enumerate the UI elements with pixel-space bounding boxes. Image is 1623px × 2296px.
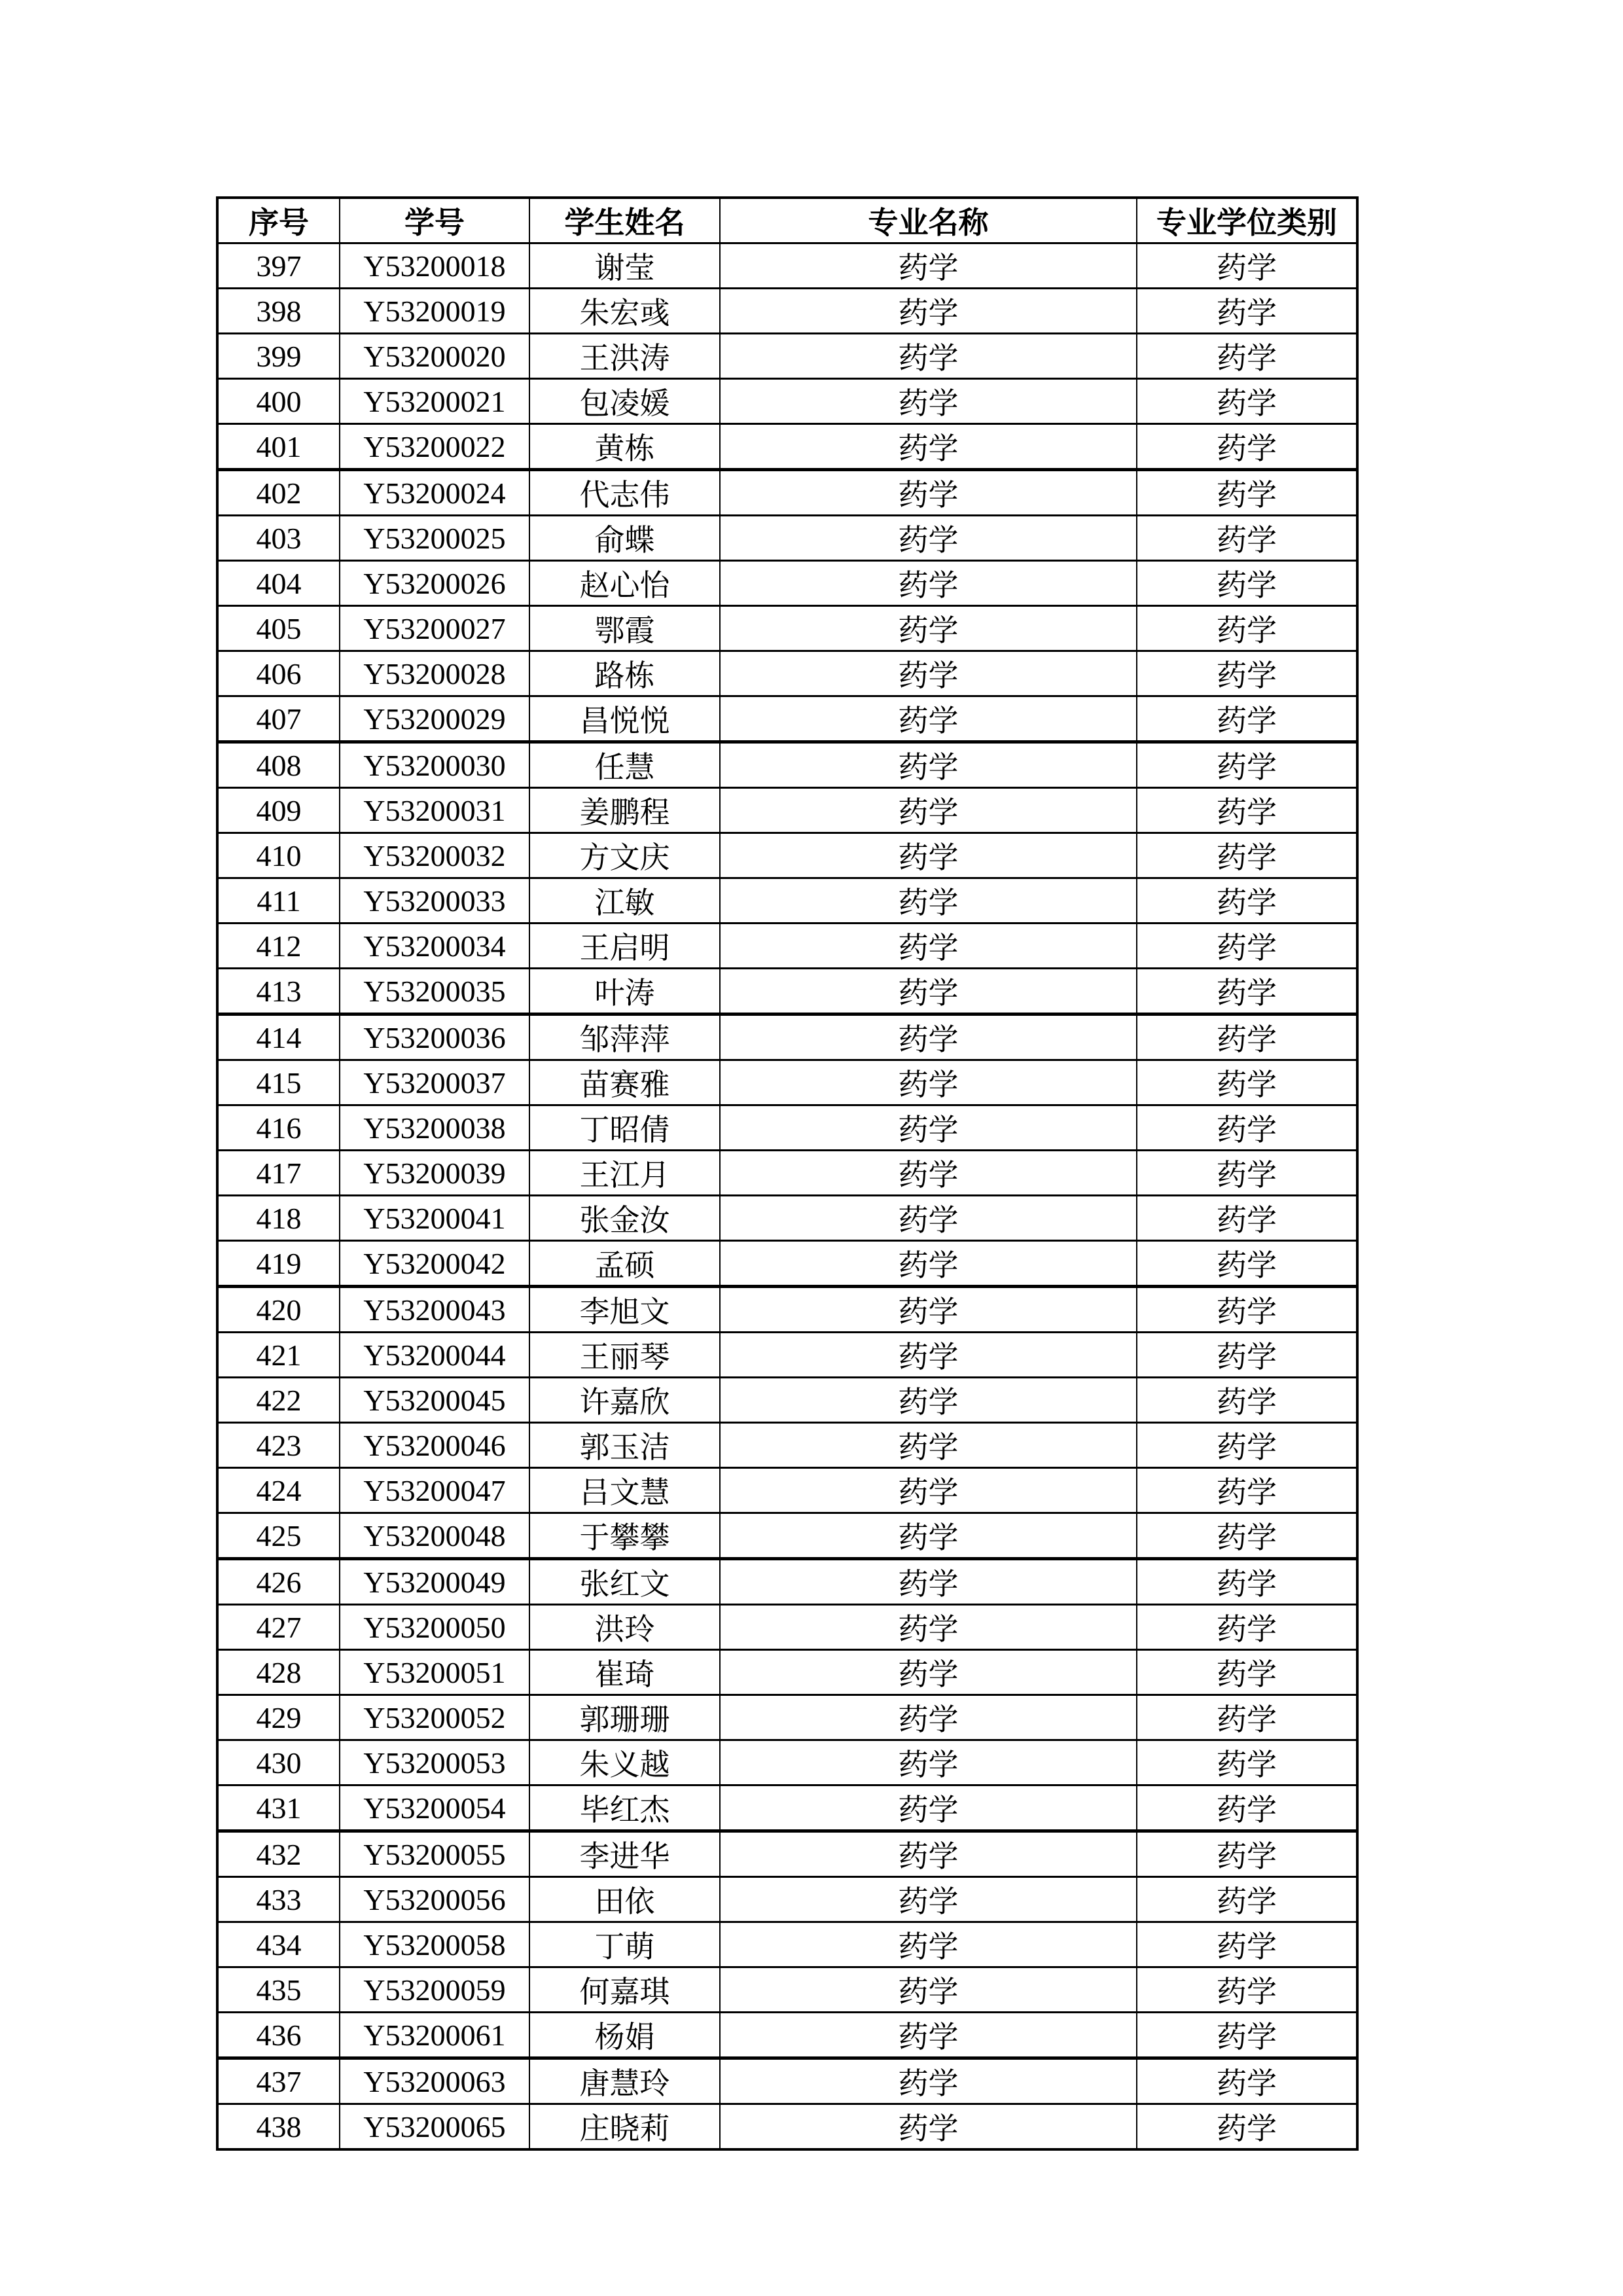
column-header-major: 专业名称 bbox=[720, 198, 1137, 243]
cell-major: 药学 bbox=[720, 969, 1137, 1014]
table-row bbox=[217, 1151, 1357, 1196]
cell-seq: 411 bbox=[217, 878, 340, 924]
cell-name: 赵心怡 bbox=[529, 561, 720, 606]
cell-major: 药学 bbox=[720, 1333, 1137, 1378]
cell-major: 药学 bbox=[720, 1060, 1137, 1105]
table-row bbox=[217, 1287, 1357, 1333]
cell-major: 药学 bbox=[720, 1513, 1137, 1559]
cell-name: 许嘉欣 bbox=[529, 1378, 720, 1423]
cell-category: 药学 bbox=[1137, 878, 1357, 924]
table-row bbox=[217, 833, 1357, 878]
cell-category: 药学 bbox=[1137, 1695, 1357, 1740]
cell-name: 吕文慧 bbox=[529, 1468, 720, 1513]
cell-major: 药学 bbox=[720, 561, 1137, 606]
table-row bbox=[217, 696, 1357, 742]
cell-seq: 402 bbox=[217, 470, 340, 516]
cell-category: 药学 bbox=[1137, 969, 1357, 1014]
cell-seq: 432 bbox=[217, 1831, 340, 1877]
cell-category: 药学 bbox=[1137, 1468, 1357, 1513]
cell-major: 药学 bbox=[720, 1922, 1137, 1967]
cell-name: 谢莹 bbox=[529, 243, 720, 289]
cell-name: 王丽琴 bbox=[529, 1333, 720, 1378]
cell-id: Y53200039 bbox=[340, 1151, 529, 1196]
cell-id: Y53200034 bbox=[340, 924, 529, 969]
cell-seq: 428 bbox=[217, 1650, 340, 1695]
cell-id: Y53200046 bbox=[340, 1423, 529, 1468]
cell-name: 邹萍萍 bbox=[529, 1014, 720, 1060]
table-row bbox=[217, 788, 1357, 833]
cell-name: 鄂霞 bbox=[529, 606, 720, 651]
cell-name: 毕红杰 bbox=[529, 1785, 720, 1831]
cell-name: 何嘉琪 bbox=[529, 1967, 720, 2013]
cell-major: 药学 bbox=[720, 1877, 1137, 1922]
cell-name: 王启明 bbox=[529, 924, 720, 969]
cell-seq: 427 bbox=[217, 1605, 340, 1650]
cell-id: Y53200059 bbox=[340, 1967, 529, 2013]
cell-seq: 438 bbox=[217, 2104, 340, 2150]
student-roster-table bbox=[216, 196, 1359, 2151]
cell-category: 药学 bbox=[1137, 1605, 1357, 1650]
cell-name: 姜鹏程 bbox=[529, 788, 720, 833]
cell-major: 药学 bbox=[720, 470, 1137, 516]
table-row bbox=[217, 334, 1357, 379]
cell-id: Y53200051 bbox=[340, 1650, 529, 1695]
table-row bbox=[217, 1605, 1357, 1650]
cell-category: 药学 bbox=[1137, 1831, 1357, 1877]
table-row bbox=[217, 1695, 1357, 1740]
cell-name: 李旭文 bbox=[529, 1287, 720, 1333]
cell-name: 朱义越 bbox=[529, 1740, 720, 1785]
cell-major: 药学 bbox=[720, 1468, 1137, 1513]
table-row bbox=[217, 1785, 1357, 1831]
cell-name: 丁萌 bbox=[529, 1922, 720, 1967]
cell-seq: 413 bbox=[217, 969, 340, 1014]
cell-id: Y53200044 bbox=[340, 1333, 529, 1378]
cell-id: Y53200054 bbox=[340, 1785, 529, 1831]
table-row bbox=[217, 1513, 1357, 1559]
table-row bbox=[217, 742, 1357, 788]
cell-seq: 419 bbox=[217, 1241, 340, 1287]
cell-major: 药学 bbox=[720, 878, 1137, 924]
cell-id: Y53200043 bbox=[340, 1287, 529, 1333]
cell-category: 药学 bbox=[1137, 1967, 1357, 2013]
cell-seq: 433 bbox=[217, 1877, 340, 1922]
cell-seq: 423 bbox=[217, 1423, 340, 1468]
cell-category: 药学 bbox=[1137, 1196, 1357, 1241]
cell-name: 王江月 bbox=[529, 1151, 720, 1196]
cell-id: Y53200035 bbox=[340, 969, 529, 1014]
cell-category: 药学 bbox=[1137, 470, 1357, 516]
cell-id: Y53200058 bbox=[340, 1922, 529, 1967]
cell-major: 药学 bbox=[720, 516, 1137, 561]
cell-seq: 417 bbox=[217, 1151, 340, 1196]
cell-category: 药学 bbox=[1137, 1060, 1357, 1105]
cell-major: 药学 bbox=[720, 1105, 1137, 1151]
cell-major: 药学 bbox=[720, 1967, 1137, 2013]
cell-seq: 429 bbox=[217, 1695, 340, 1740]
cell-category: 药学 bbox=[1137, 2058, 1357, 2104]
cell-name: 张红文 bbox=[529, 1559, 720, 1605]
cell-major: 药学 bbox=[720, 1151, 1137, 1196]
table-row bbox=[217, 1014, 1357, 1060]
cell-id: Y53200041 bbox=[340, 1196, 529, 1241]
table-row bbox=[217, 1559, 1357, 1605]
cell-name: 崔琦 bbox=[529, 1650, 720, 1695]
column-header-name: 学生姓名 bbox=[529, 198, 720, 243]
cell-seq: 406 bbox=[217, 651, 340, 696]
cell-name: 昌悦悦 bbox=[529, 696, 720, 742]
cell-category: 药学 bbox=[1137, 1333, 1357, 1378]
cell-category: 药学 bbox=[1137, 742, 1357, 788]
table-row bbox=[217, 1650, 1357, 1695]
cell-id: Y53200021 bbox=[340, 379, 529, 424]
cell-major: 药学 bbox=[720, 651, 1137, 696]
cell-category: 药学 bbox=[1137, 1785, 1357, 1831]
cell-name: 洪玲 bbox=[529, 1605, 720, 1650]
cell-major: 药学 bbox=[720, 788, 1137, 833]
cell-major: 药学 bbox=[720, 696, 1137, 742]
table-row bbox=[217, 878, 1357, 924]
cell-major: 药学 bbox=[720, 1378, 1137, 1423]
cell-major: 药学 bbox=[720, 1287, 1137, 1333]
cell-major: 药学 bbox=[720, 1605, 1137, 1650]
cell-name: 方文庆 bbox=[529, 833, 720, 878]
cell-seq: 416 bbox=[217, 1105, 340, 1151]
cell-seq: 424 bbox=[217, 1468, 340, 1513]
table-row bbox=[217, 289, 1357, 334]
cell-major: 药学 bbox=[720, 243, 1137, 289]
cell-id: Y53200036 bbox=[340, 1014, 529, 1060]
cell-category: 药学 bbox=[1137, 1922, 1357, 1967]
cell-id: Y53200042 bbox=[340, 1241, 529, 1287]
table-row bbox=[217, 1105, 1357, 1151]
table-row bbox=[217, 379, 1357, 424]
cell-id: Y53200056 bbox=[340, 1877, 529, 1922]
cell-name: 田依 bbox=[529, 1877, 720, 1922]
table-row bbox=[217, 1922, 1357, 1967]
table-row bbox=[217, 243, 1357, 289]
cell-seq: 434 bbox=[217, 1922, 340, 1967]
cell-seq: 437 bbox=[217, 2058, 340, 2104]
cell-name: 路栋 bbox=[529, 651, 720, 696]
cell-category: 药学 bbox=[1137, 1014, 1357, 1060]
cell-seq: 412 bbox=[217, 924, 340, 969]
header-row bbox=[217, 198, 1357, 243]
cell-id: Y53200026 bbox=[340, 561, 529, 606]
cell-category: 药学 bbox=[1137, 561, 1357, 606]
cell-name: 庄晓莉 bbox=[529, 2104, 720, 2150]
cell-name: 黄栋 bbox=[529, 424, 720, 470]
table-row bbox=[217, 2013, 1357, 2058]
cell-category: 药学 bbox=[1137, 516, 1357, 561]
table-row bbox=[217, 1333, 1357, 1378]
cell-category: 药学 bbox=[1137, 1241, 1357, 1287]
cell-category: 药学 bbox=[1137, 833, 1357, 878]
cell-seq: 398 bbox=[217, 289, 340, 334]
table-row bbox=[217, 1423, 1357, 1468]
table-row bbox=[217, 1196, 1357, 1241]
cell-id: Y53200029 bbox=[340, 696, 529, 742]
cell-category: 药学 bbox=[1137, 1287, 1357, 1333]
cell-seq: 420 bbox=[217, 1287, 340, 1333]
cell-category: 药学 bbox=[1137, 1559, 1357, 1605]
cell-category: 药学 bbox=[1137, 379, 1357, 424]
table-row bbox=[217, 1060, 1357, 1105]
cell-category: 药学 bbox=[1137, 1513, 1357, 1559]
column-header-category: 专业学位类别 bbox=[1137, 198, 1357, 243]
cell-category: 药学 bbox=[1137, 1423, 1357, 1468]
cell-id: Y53200050 bbox=[340, 1605, 529, 1650]
cell-name: 代志伟 bbox=[529, 470, 720, 516]
cell-seq: 408 bbox=[217, 742, 340, 788]
cell-seq: 399 bbox=[217, 334, 340, 379]
cell-id: Y53200037 bbox=[340, 1060, 529, 1105]
cell-major: 药学 bbox=[720, 833, 1137, 878]
table-body bbox=[217, 243, 1357, 2150]
cell-category: 药学 bbox=[1137, 1740, 1357, 1785]
cell-seq: 400 bbox=[217, 379, 340, 424]
table-row bbox=[217, 1740, 1357, 1785]
table-row bbox=[217, 969, 1357, 1014]
cell-id: Y53200033 bbox=[340, 878, 529, 924]
cell-major: 药学 bbox=[720, 2104, 1137, 2150]
cell-name: 任慧 bbox=[529, 742, 720, 788]
table-row bbox=[217, 470, 1357, 516]
cell-category: 药学 bbox=[1137, 1105, 1357, 1151]
cell-seq: 405 bbox=[217, 606, 340, 651]
cell-name: 朱宏彧 bbox=[529, 289, 720, 334]
cell-category: 药学 bbox=[1137, 2104, 1357, 2150]
table-header bbox=[217, 198, 1357, 243]
cell-major: 药学 bbox=[720, 1831, 1137, 1877]
cell-major: 药学 bbox=[720, 1785, 1137, 1831]
cell-id: Y53200055 bbox=[340, 1831, 529, 1877]
table-row bbox=[217, 924, 1357, 969]
cell-category: 药学 bbox=[1137, 788, 1357, 833]
cell-category: 药学 bbox=[1137, 696, 1357, 742]
cell-id: Y53200019 bbox=[340, 289, 529, 334]
table-row bbox=[217, 651, 1357, 696]
cell-seq: 409 bbox=[217, 788, 340, 833]
cell-seq: 426 bbox=[217, 1559, 340, 1605]
cell-seq: 435 bbox=[217, 1967, 340, 2013]
cell-seq: 421 bbox=[217, 1333, 340, 1378]
cell-id: Y53200048 bbox=[340, 1513, 529, 1559]
cell-name: 孟硕 bbox=[529, 1241, 720, 1287]
cell-major: 药学 bbox=[720, 1423, 1137, 1468]
cell-major: 药学 bbox=[720, 1196, 1137, 1241]
cell-id: Y53200052 bbox=[340, 1695, 529, 1740]
cell-category: 药学 bbox=[1137, 1650, 1357, 1695]
table-row bbox=[217, 1877, 1357, 1922]
cell-major: 药学 bbox=[720, 1559, 1137, 1605]
cell-id: Y53200038 bbox=[340, 1105, 529, 1151]
cell-category: 药学 bbox=[1137, 424, 1357, 470]
table-row bbox=[217, 2058, 1357, 2104]
cell-category: 药学 bbox=[1137, 334, 1357, 379]
cell-seq: 407 bbox=[217, 696, 340, 742]
cell-major: 药学 bbox=[720, 1695, 1137, 1740]
cell-seq: 430 bbox=[217, 1740, 340, 1785]
cell-category: 药学 bbox=[1137, 606, 1357, 651]
cell-seq: 403 bbox=[217, 516, 340, 561]
cell-major: 药学 bbox=[720, 742, 1137, 788]
cell-id: Y53200053 bbox=[340, 1740, 529, 1785]
cell-name: 王洪涛 bbox=[529, 334, 720, 379]
column-header-id: 学号 bbox=[340, 198, 529, 243]
cell-major: 药学 bbox=[720, 289, 1137, 334]
cell-seq: 410 bbox=[217, 833, 340, 878]
cell-category: 药学 bbox=[1137, 1378, 1357, 1423]
table-row bbox=[217, 424, 1357, 470]
cell-seq: 414 bbox=[217, 1014, 340, 1060]
cell-id: Y53200028 bbox=[340, 651, 529, 696]
cell-seq: 415 bbox=[217, 1060, 340, 1105]
cell-name: 苗赛雅 bbox=[529, 1060, 720, 1105]
cell-major: 药学 bbox=[720, 379, 1137, 424]
cell-id: Y53200022 bbox=[340, 424, 529, 470]
cell-category: 药学 bbox=[1137, 289, 1357, 334]
cell-category: 药学 bbox=[1137, 1877, 1357, 1922]
column-header-seq: 序号 bbox=[217, 198, 340, 243]
cell-name: 李进华 bbox=[529, 1831, 720, 1877]
cell-name: 于攀攀 bbox=[529, 1513, 720, 1559]
table-row bbox=[217, 606, 1357, 651]
cell-id: Y53200020 bbox=[340, 334, 529, 379]
cell-name: 包凌媛 bbox=[529, 379, 720, 424]
cell-seq: 425 bbox=[217, 1513, 340, 1559]
table-row bbox=[217, 1241, 1357, 1287]
cell-major: 药学 bbox=[720, 424, 1137, 470]
cell-category: 药学 bbox=[1137, 651, 1357, 696]
table-row bbox=[217, 1468, 1357, 1513]
cell-major: 药学 bbox=[720, 2058, 1137, 2104]
cell-seq: 431 bbox=[217, 1785, 340, 1831]
cell-id: Y53200030 bbox=[340, 742, 529, 788]
cell-seq: 418 bbox=[217, 1196, 340, 1241]
cell-name: 江敏 bbox=[529, 878, 720, 924]
table-row bbox=[217, 1831, 1357, 1877]
table-row bbox=[217, 1967, 1357, 2013]
cell-id: Y53200047 bbox=[340, 1468, 529, 1513]
cell-id: Y53200061 bbox=[340, 2013, 529, 2058]
cell-name: 叶涛 bbox=[529, 969, 720, 1014]
cell-seq: 404 bbox=[217, 561, 340, 606]
cell-name: 唐慧玲 bbox=[529, 2058, 720, 2104]
cell-major: 药学 bbox=[720, 1740, 1137, 1785]
cell-major: 药学 bbox=[720, 606, 1137, 651]
cell-id: Y53200025 bbox=[340, 516, 529, 561]
cell-name: 郭玉洁 bbox=[529, 1423, 720, 1468]
cell-seq: 401 bbox=[217, 424, 340, 470]
cell-major: 药学 bbox=[720, 334, 1137, 379]
cell-category: 药学 bbox=[1137, 2013, 1357, 2058]
cell-name: 俞蝶 bbox=[529, 516, 720, 561]
cell-id: Y53200027 bbox=[340, 606, 529, 651]
cell-seq: 436 bbox=[217, 2013, 340, 2058]
cell-category: 药学 bbox=[1137, 1151, 1357, 1196]
cell-name: 张金汝 bbox=[529, 1196, 720, 1241]
table-row bbox=[217, 516, 1357, 561]
cell-major: 药学 bbox=[720, 1014, 1137, 1060]
cell-seq: 397 bbox=[217, 243, 340, 289]
cell-seq: 422 bbox=[217, 1378, 340, 1423]
cell-major: 药学 bbox=[720, 1650, 1137, 1695]
cell-id: Y53200065 bbox=[340, 2104, 529, 2150]
cell-id: Y53200024 bbox=[340, 470, 529, 516]
table-row bbox=[217, 1378, 1357, 1423]
cell-id: Y53200018 bbox=[340, 243, 529, 289]
cell-id: Y53200063 bbox=[340, 2058, 529, 2104]
cell-category: 药学 bbox=[1137, 243, 1357, 289]
cell-id: Y53200032 bbox=[340, 833, 529, 878]
cell-major: 药学 bbox=[720, 2013, 1137, 2058]
cell-id: Y53200045 bbox=[340, 1378, 529, 1423]
cell-id: Y53200049 bbox=[340, 1559, 529, 1605]
cell-name: 郭珊珊 bbox=[529, 1695, 720, 1740]
cell-major: 药学 bbox=[720, 924, 1137, 969]
cell-name: 丁昭倩 bbox=[529, 1105, 720, 1151]
cell-name: 杨娟 bbox=[529, 2013, 720, 2058]
table-row bbox=[217, 2104, 1357, 2150]
cell-id: Y53200031 bbox=[340, 788, 529, 833]
cell-category: 药学 bbox=[1137, 924, 1357, 969]
table-row bbox=[217, 561, 1357, 606]
cell-major: 药学 bbox=[720, 1241, 1137, 1287]
